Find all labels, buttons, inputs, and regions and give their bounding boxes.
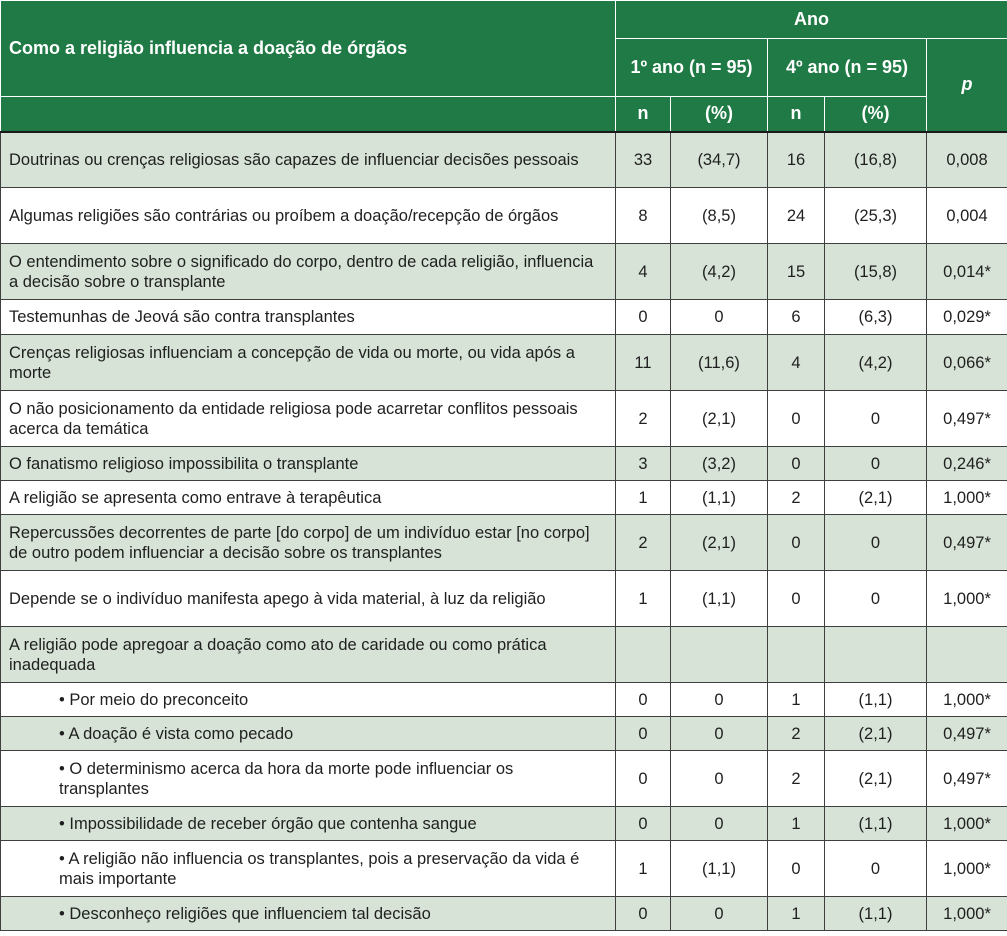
fourth-year-pct: (2,1) (825, 751, 927, 807)
fourth-year-n (768, 627, 825, 683)
first-year-n-header: n (616, 97, 671, 132)
row-label: • Impossibilidade de receber órgão que contenha sangue (1, 807, 616, 841)
row-label: Testemunhas de Jeová são contra transplantes (1, 300, 616, 335)
p-value (927, 627, 1007, 683)
first-year-pct: (3,2) (671, 447, 768, 481)
first-year-pct: (1,1) (671, 571, 768, 627)
p-value: 0,497* (927, 391, 1007, 447)
p-value: 1,000* (927, 683, 1007, 717)
fourth-year-n: 1 (768, 683, 825, 717)
table-row (1, 188, 1007, 244)
first-year-pct: (2,1) (671, 515, 768, 571)
first-year-pct-header: (%) (671, 97, 768, 132)
first-year-header: 1º ano (n = 95) (616, 39, 768, 97)
first-year-n: 1 (616, 481, 671, 515)
table-body (1, 132, 1007, 931)
table-title: Como a religião influencia a doação de órgãos (1, 1, 616, 97)
first-year-pct: (2,1) (671, 391, 768, 447)
table-row (1, 717, 1007, 751)
fourth-year-n: 0 (768, 391, 825, 447)
table-row (1, 841, 1007, 897)
fourth-year-pct: (16,8) (825, 132, 927, 188)
table-row (1, 751, 1007, 807)
row-label: Depende se o indivíduo manifesta apego à vida material, à luz da religião (1, 571, 616, 627)
table-row (1, 300, 1007, 335)
row-label: • Por meio do preconceito (1, 683, 616, 717)
row-label: Repercussões decorrentes de parte [do corpo] de um indivíduo estar [no corpo] de outro podem influenciar a decisão sobre os transplantes (1, 515, 616, 571)
first-year-pct: (1,1) (671, 841, 768, 897)
p-value: 1,000* (927, 571, 1007, 627)
fourth-year-pct: (1,1) (825, 897, 927, 931)
row-label: • Desconheço religiões que influenciem tal decisão (1, 897, 616, 931)
p-value: 1,000* (927, 481, 1007, 515)
row-label: • A doação é vista como pecado (1, 717, 616, 751)
table-row (1, 132, 1007, 188)
fourth-year-pct: (15,8) (825, 244, 927, 300)
p-value: 0,014* (927, 244, 1007, 300)
table-row (1, 807, 1007, 841)
fourth-year-pct: (2,1) (825, 717, 927, 751)
row-label: Algumas religiões são contrárias ou proíbem a doação/recepção de órgãos (1, 188, 616, 244)
fourth-year-n: 2 (768, 717, 825, 751)
row-label: • O determinismo acerca da hora da morte pode influenciar os transplantes (1, 751, 616, 807)
first-year-pct: 0 (671, 717, 768, 751)
first-year-pct: 0 (671, 300, 768, 335)
fourth-year-pct: (25,3) (825, 188, 927, 244)
fourth-year-pct: 0 (825, 515, 927, 571)
first-year-n: 0 (616, 807, 671, 841)
fourth-year-pct-header: (%) (825, 97, 927, 132)
year-group-header: Ano (616, 1, 1007, 39)
fourth-year-n: 0 (768, 841, 825, 897)
table-row (1, 447, 1007, 481)
first-year-n: 0 (616, 717, 671, 751)
fourth-year-n: 15 (768, 244, 825, 300)
first-year-pct: 0 (671, 751, 768, 807)
fourth-year-pct: 0 (825, 841, 927, 897)
table-row (1, 244, 1007, 300)
fourth-year-pct (825, 627, 927, 683)
fourth-year-n: 4 (768, 335, 825, 391)
fourth-year-pct: (1,1) (825, 683, 927, 717)
fourth-year-n: 6 (768, 300, 825, 335)
fourth-year-n: 1 (768, 897, 825, 931)
p-value: 0,497* (927, 717, 1007, 751)
row-label: A religião se apresenta como entrave à terapêutica (1, 481, 616, 515)
first-year-n: 0 (616, 897, 671, 931)
row-label: O entendimento sobre o significado do corpo, dentro de cada religião, influencia a decisão sobre o transplante (1, 244, 616, 300)
row-label: Doutrinas ou crenças religiosas são capazes de influenciar decisões pessoais (1, 132, 616, 188)
p-value: 0,029* (927, 300, 1007, 335)
first-year-n: 0 (616, 751, 671, 807)
table-row (1, 897, 1007, 931)
fourth-year-pct: (4,2) (825, 335, 927, 391)
row-label: A religião pode apregoar a doação como ato de caridade ou como prática inadequada (1, 627, 616, 683)
table-row (1, 335, 1007, 391)
first-year-pct: (4,2) (671, 244, 768, 300)
table-row (1, 481, 1007, 515)
first-year-pct: 0 (671, 897, 768, 931)
fourth-year-n: 0 (768, 571, 825, 627)
fourth-year-n: 2 (768, 481, 825, 515)
table-row (1, 515, 1007, 571)
p-value-header: p (927, 39, 1007, 132)
first-year-n: 2 (616, 391, 671, 447)
fourth-year-n-header: n (768, 97, 825, 132)
fourth-year-n: 0 (768, 447, 825, 481)
first-year-n: 0 (616, 300, 671, 335)
first-year-pct (671, 627, 768, 683)
first-year-pct: (8,5) (671, 188, 768, 244)
fourth-year-n: 1 (768, 807, 825, 841)
fourth-year-pct: (1,1) (825, 807, 927, 841)
title-spacer (1, 97, 616, 132)
row-label: • A religião não influencia os transplantes, pois a preservação da vida é mais importante (1, 841, 616, 897)
table-row (1, 627, 1007, 683)
first-year-pct: 0 (671, 807, 768, 841)
p-value: 1,000* (927, 897, 1007, 931)
table-row (1, 391, 1007, 447)
fourth-year-pct: (2,1) (825, 481, 927, 515)
first-year-pct: (1,1) (671, 481, 768, 515)
fourth-year-header: 4º ano (n = 95) (768, 39, 927, 97)
p-value: 0,008 (927, 132, 1007, 188)
first-year-n: 1 (616, 571, 671, 627)
p-value: 0,246* (927, 447, 1007, 481)
first-year-n: 11 (616, 335, 671, 391)
first-year-n (616, 627, 671, 683)
fourth-year-pct: (6,3) (825, 300, 927, 335)
fourth-year-n: 0 (768, 515, 825, 571)
p-value: 0,004 (927, 188, 1007, 244)
p-value: 0,497* (927, 751, 1007, 807)
table-row (1, 683, 1007, 717)
first-year-n: 4 (616, 244, 671, 300)
fourth-year-n: 24 (768, 188, 825, 244)
first-year-pct: (34,7) (671, 132, 768, 188)
fourth-year-pct: 0 (825, 571, 927, 627)
p-value: 1,000* (927, 841, 1007, 897)
first-year-n: 0 (616, 683, 671, 717)
table-header (1, 1, 1007, 132)
row-label: O fanatismo religioso impossibilita o transplante (1, 447, 616, 481)
fourth-year-pct: 0 (825, 447, 927, 481)
p-value: 0,066* (927, 335, 1007, 391)
fourth-year-n: 16 (768, 132, 825, 188)
first-year-pct: (11,6) (671, 335, 768, 391)
first-year-n: 3 (616, 447, 671, 481)
fourth-year-n: 2 (768, 751, 825, 807)
row-label: Crenças religiosas influenciam a concepção de vida ou morte, ou vida após a morte (1, 335, 616, 391)
p-value: 1,000* (927, 807, 1007, 841)
fourth-year-pct: 0 (825, 391, 927, 447)
first-year-n: 1 (616, 841, 671, 897)
first-year-n: 2 (616, 515, 671, 571)
p-value: 0,497* (927, 515, 1007, 571)
first-year-pct: 0 (671, 683, 768, 717)
first-year-n: 8 (616, 188, 671, 244)
first-year-n: 33 (616, 132, 671, 188)
row-label: O não posicionamento da entidade religiosa pode acarretar conflitos pessoais acerca da temática (1, 391, 616, 447)
table-row (1, 571, 1007, 627)
